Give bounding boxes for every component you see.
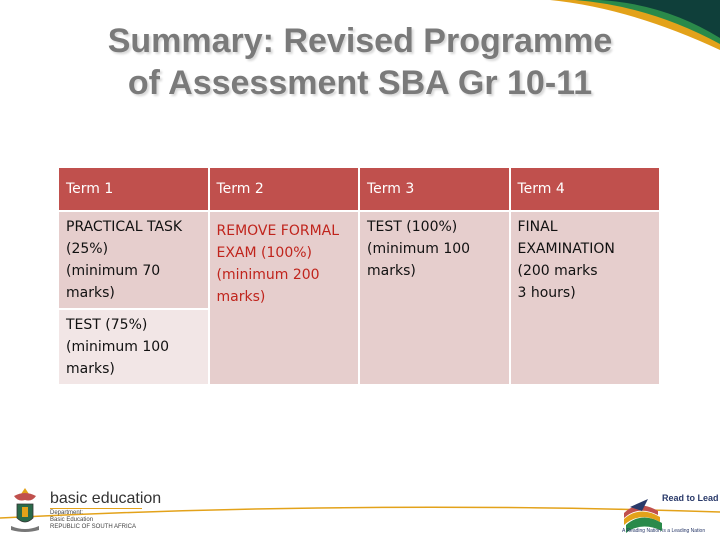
department-name: basic education: [50, 490, 162, 507]
coat-of-arms-icon: [8, 486, 42, 534]
read-to-lead-tagline: A Reading Nation is a Leading Nation: [622, 528, 706, 534]
title-line-1: Summary: Revised Programme: [107, 22, 613, 60]
header-term-4: Term 4: [511, 168, 660, 210]
department-divider: [50, 508, 142, 509]
department-details: Department: Basic Education REPUBLIC OF SOUTH AFRICA: [50, 510, 137, 530]
sba-summary-table: [57, 166, 661, 386]
header-term-2: Term 2: [210, 168, 359, 210]
read-to-lead-title: Read to Lead: [662, 493, 719, 503]
header-term-3: Term 3: [360, 168, 509, 210]
slide-title: [40, 20, 680, 104]
header-term-1: Term 1: [59, 168, 208, 210]
term4-cell: FINAL EXAMINATION (200 marks 3 hours): [511, 212, 660, 384]
term1-test-cell: TEST (75%) (minimum 100 marks): [59, 310, 208, 384]
term2-cell: REMOVE FORMAL EXAM (100%) (minimum 200 marks): [210, 212, 359, 384]
title-line-2: of Assessment SBA Gr 10-11: [127, 64, 593, 102]
term1-practical-task-cell: PRACTICAL TASK (25%) (minimum 70 marks): [59, 212, 208, 308]
term3-cell: TEST (100%) (minimum 100 marks): [360, 212, 509, 384]
table-row: [59, 212, 659, 308]
table-header-row: [59, 168, 659, 210]
